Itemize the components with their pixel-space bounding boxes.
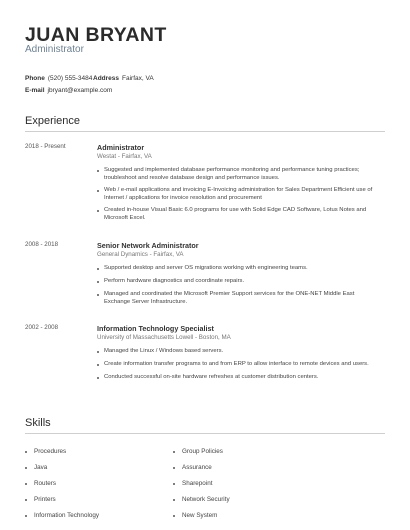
address-value: Fairfax, VA — [122, 75, 154, 82]
bullet-item: Managed the Linux / Windows based servers. — [97, 348, 382, 356]
phone-value: (520) 555-3484 — [47, 75, 93, 82]
job-dates: 2018 - Present — [25, 143, 66, 150]
skill-item: Sharepoint — [173, 480, 212, 488]
bullet-item: Suggested and implemented database performance monitoring and performance tuning practices; troubleshoot and resolve database design and performance issues. — [97, 167, 382, 183]
phone-label: Phone — [25, 75, 45, 82]
skill-item: Procedures — [25, 448, 66, 456]
bullet-item: Supported desktop and server OS migrations working with engineering teams. — [97, 265, 382, 273]
job-dates: 2008 - 2018 — [25, 241, 59, 248]
skill-item: New System — [173, 512, 217, 520]
job-title: Information Technology Specialist — [97, 324, 214, 333]
job-title: Senior Network Administrator — [97, 241, 199, 250]
candidate-role: Administrator — [25, 44, 84, 55]
email-value: jbryant@example.com — [47, 87, 113, 94]
bullet-item: Create information transfer programs to and from ERP to allow interface to remote devices and users. — [97, 361, 382, 369]
job-employer: University of Massachusetts Lowell - Boston, MA — [97, 334, 231, 341]
bullet-item: Web / e-mail applications and invoicing E-Invoicing administration for Sales Department Efficient use of Internet / applications for invoice resolution and procurement — [97, 187, 382, 203]
skills-heading: Skills — [25, 417, 51, 429]
experience-heading: Experience — [25, 115, 81, 127]
bullet-item: Created in-house Visual Basic 6.0 programs for use with Solid Edge CAD Software, Lotus Notes and Microsoft Excel. — [97, 207, 382, 223]
email-contact — [25, 87, 112, 95]
job-bullets — [97, 167, 382, 222]
skill-item: Group Policies — [173, 448, 223, 456]
skill-item: Java — [25, 464, 47, 472]
skill-item: Information Technology — [25, 512, 99, 520]
skill-item: Network Security — [173, 496, 230, 504]
job-dates: 2002 - 2008 — [25, 324, 59, 331]
skills-divider — [25, 433, 385, 434]
skill-item: Printers — [25, 496, 56, 504]
bullet-item: Managed and coordinated the Microsoft Premier Support services for the ONE-NET Middle East Exchange Server Infrastructure. — [97, 291, 382, 307]
job-bullets — [97, 265, 382, 307]
skill-item: Assurance — [173, 464, 212, 472]
phone-contact — [25, 75, 92, 83]
skill-item: Routers — [25, 480, 56, 488]
bullet-item: Perform hardware diagnostics and coordinate repairs. — [97, 278, 382, 286]
address-label: Address — [93, 75, 120, 82]
job-title: Administrator — [97, 143, 145, 152]
email-label: E-mail — [25, 87, 45, 94]
experience-divider — [25, 131, 385, 132]
bullet-item: Conducted successful on-site hardware refreshes at customer distribution centers. — [97, 374, 382, 382]
address-contact — [93, 75, 154, 83]
job-employer: General Dynamics - Fairfax, VA — [97, 251, 184, 258]
candidate-name: JUAN BRYANT — [25, 24, 167, 46]
job-bullets — [97, 348, 382, 382]
job-employer: Westat - Fairfax, VA — [97, 153, 152, 160]
